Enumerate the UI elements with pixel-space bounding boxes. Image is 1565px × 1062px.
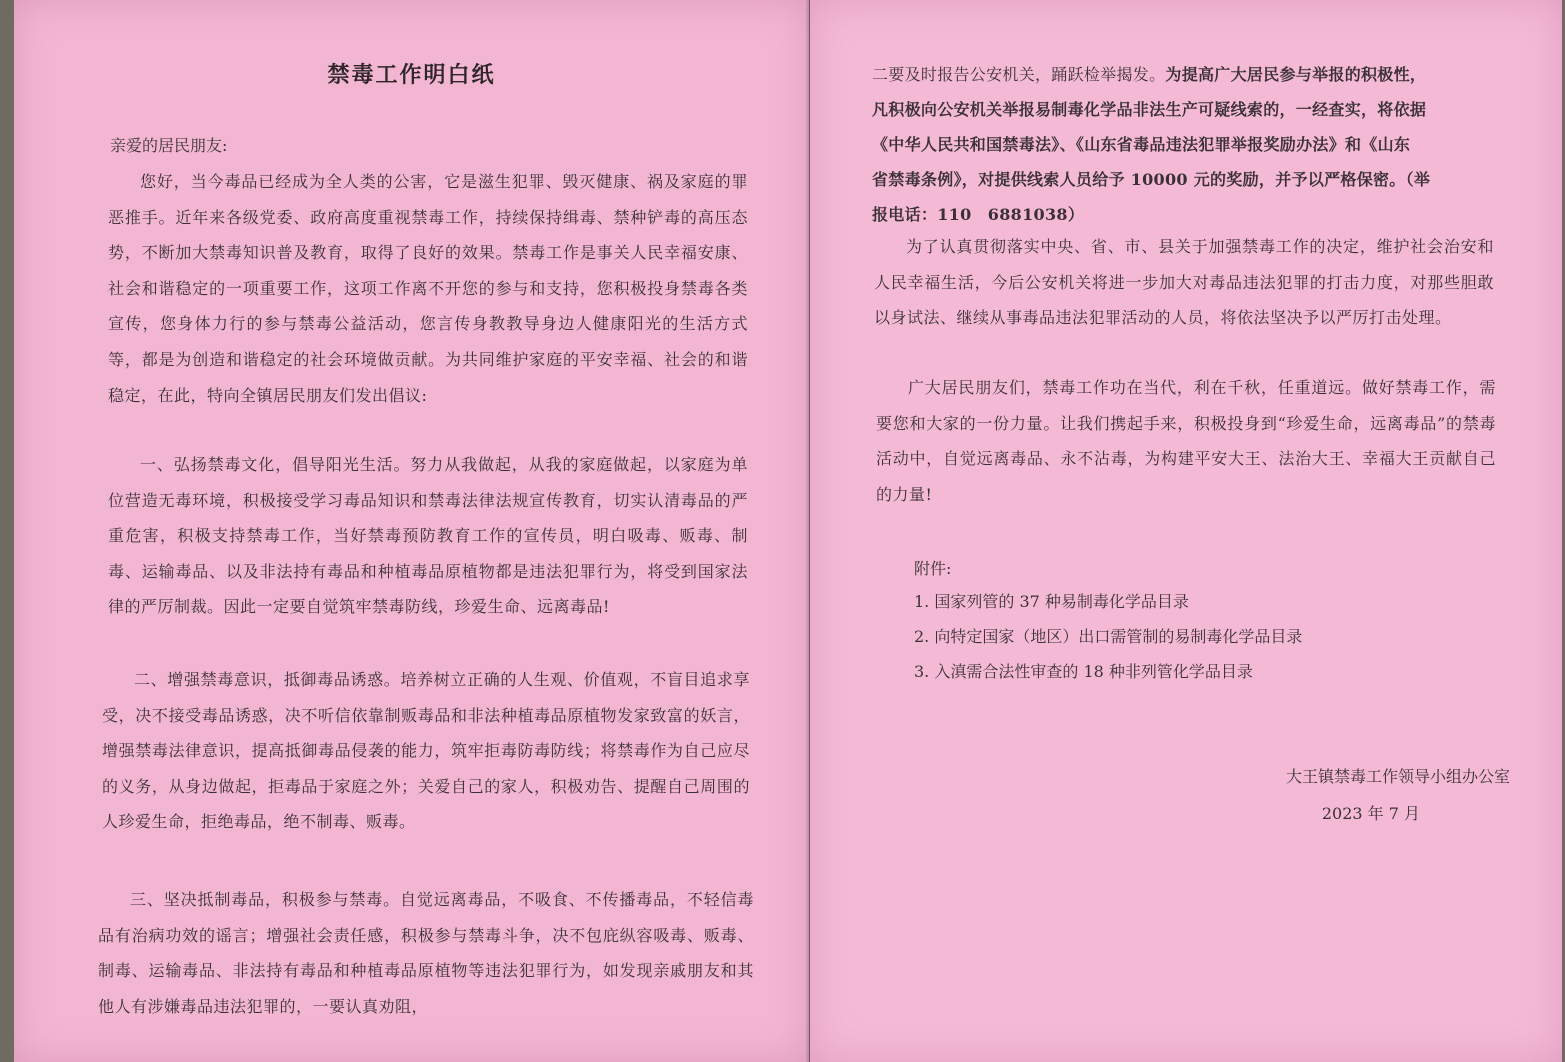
report-line-1-plain: 二要及时报告公安机关，踊跃检举揭发。 (872, 65, 1166, 84)
attachment-item: 2. 向特定国家（地区）出口需管制的易制毒化学品目录 (914, 627, 1303, 646)
right-page (810, 0, 1562, 1062)
signature-organization: 大王镇禁毒工作领导小组办公室 (1285, 767, 1510, 786)
point-one-paragraph (108, 447, 748, 625)
intro-text: 您好，当今毒品已经成为全人类的公害，它是滋生犯罪、毁灭健康、祸及家庭的罪恶推手。近年来各级党委、政府高度重视禁毒工作，持续保持缉毒、禁种铲毒的高压态势，不断加大禁毒知识普及教育，取得了良好的效果。禁毒工作是事关人民幸福安康、社会和谐稳定的一项重要工作，这项工作离不开您的参与和支持，您积极投身禁毒各类宣传，您身体力行的参与禁毒公益活动，您言传身教教导身边人健康阳光的生活方式等，都是为创造和谐稳定的社会环境做贡献。为共同维护家庭的平安幸福、社会的和谐稳定，在此，特向全镇居民朋友们发出倡议: (108, 172, 748, 405)
report-hotline-line (872, 197, 1498, 232)
attachment-item: 1. 国家列管的 37 种易制毒化学品目录 (914, 592, 1189, 611)
point-one-body: 努力从我做起，从我的家庭做起，以家庭为单位营造无毒环境，积极接受学习毒品知识和禁毒法律法规宣传教育，切实认清毒品的严重危害，积极支持禁毒工作，当好禁毒预防教育工作的宣传员，明白吸毒、贩毒、制毒、运输毒品、以及非法持有毒品和种植毒品原植物都是违法犯罪行为，将受到国家法律的严厉制裁。因此一定要自觉筑牢禁毒防线，珍爱生命、远离毒品! (108, 455, 748, 617)
report-line-3-bold: 《中华人民共和国禁毒法》、《山东省毒品违法犯罪举报奖励办法》和《山东 (872, 135, 1411, 154)
report-line-2-bold: 凡积极向公安机关举报易制毒化学品非法生产可疑线索的，一经查实，将依据 (872, 100, 1427, 119)
salutation: 亲爱的居民朋友: (110, 136, 228, 155)
enforcement-paragraph (874, 229, 1494, 336)
report-line-1 (872, 57, 1498, 92)
closing-text: 广大居民朋友们，禁毒工作功在当代，利在千秋，任重道远。做好禁毒工作，需要您和大家的一份力量。让我们携起手来，积极投身到“珍爱生命，远离毒品”的禁毒活动中，自觉远离毒品、永不沾毒，为构建平安大王、法治大王、幸福大王贡献自己的力量! (876, 378, 1496, 504)
point-two-paragraph (102, 662, 750, 840)
intro-paragraph (108, 164, 748, 413)
point-two-body: 培养树立正确的人生观、价值观，不盲目追求享受，决不接受毒品诱惑，决不听信依靠制贩毒品和非法种植毒品原植物发家致富的妖言，增强禁毒法律意识，提高抵御毒品侵袭的能力，筑牢拒毒防毒防线；将禁毒作为自己应尽的义务，从身边做起，拒毒品于家庭之外；关爱自己的家人，积极劝告、提醒自己周围的人珍爱生命，拒绝毒品，绝不制毒、贩毒。 (102, 670, 750, 832)
report-line-3 (872, 127, 1498, 162)
report-hotline: 报电话：110 6881038） (872, 205, 1085, 224)
document-title: 禁毒工作明白纸 (327, 62, 496, 88)
report-line-2 (872, 92, 1498, 127)
attachment-item: 3. 入滇需合法性审查的 18 种非列管化学品目录 (914, 662, 1253, 681)
attachments-list (914, 584, 1302, 689)
point-three-body: 自觉远离毒品，不吸食、不传播毒品，不轻信毒品有治病功效的谣言；增强社会责任感，积极参与禁毒斗争，决不包庇纵容吸毒、贩毒、制毒、运输毒品、非法持有毒品和种植毒品原植物等违法犯罪行为，如发现亲戚朋友和其他人有涉嫌毒品违法犯罪的，一要认真劝阻， (98, 890, 754, 1016)
report-line-4 (872, 162, 1498, 197)
report-line-4-bold: 省禁毒条例》，对提供线索人员给予 10000 元的奖励，并予以严格保密。（举 (872, 170, 1431, 189)
point-two-heading: 二、增强禁毒意识，抵御毒品诱惑。 (134, 670, 401, 689)
point-three-paragraph (98, 882, 754, 1024)
attachments-heading: 附件: (914, 559, 952, 578)
closing-paragraph (876, 370, 1496, 512)
point-one-heading: 一、弘扬禁毒文化，倡导阳光生活。 (140, 455, 411, 474)
point-three-heading: 三、坚决抵制毒品，积极参与禁毒。 (130, 890, 400, 909)
left-page (14, 0, 809, 1062)
signature-date: 2023 年 7 月 (1321, 804, 1420, 823)
enforcement-text: 为了认真贯彻落实中央、省、市、县关于加强禁毒工作的决定，维护社会治安和人民幸福生活，今后公安机关将进一步加大对毒品违法犯罪的打击力度，对那些胆敢以身试法、继续从事毒品违法犯罪活动的人员，将依法坚决予以严厉打击处理。 (874, 237, 1494, 328)
report-line-1-bold: 为提高广大居民参与举报的积极性， (1165, 65, 1427, 84)
